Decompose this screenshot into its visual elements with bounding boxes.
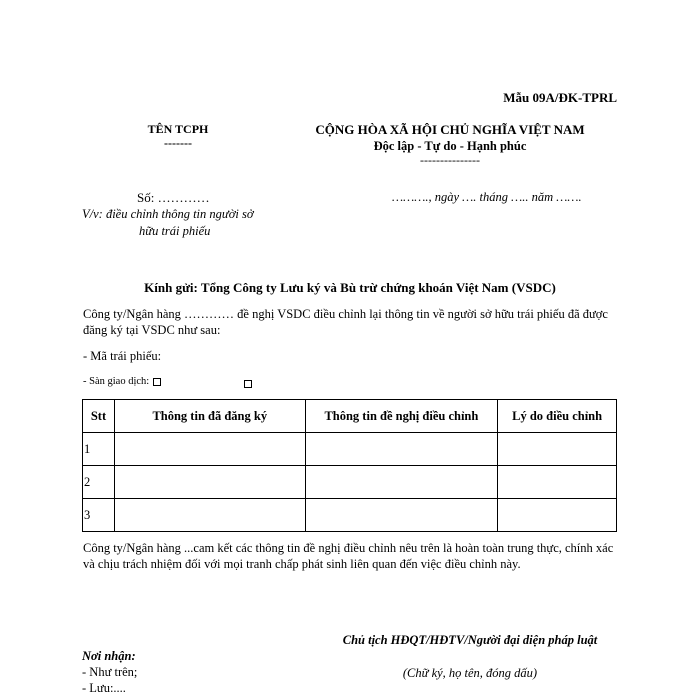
header-stt: Stt — [83, 400, 115, 433]
row-reason-cell[interactable] — [498, 466, 617, 499]
header-registered-info: Thông tin đã đăng ký — [114, 400, 305, 433]
row-stt: 1 — [83, 433, 115, 466]
subject-line-2: hữu trái phiếu — [139, 224, 211, 238]
bond-code-label: - Mã trái phiếu: — [83, 349, 162, 363]
org-block — [118, 122, 238, 150]
recipient-line: Kính gửi: Tổng Công ty Lưu ký và Bù trừ chứng khoán Việt Nam (VSDC) — [144, 280, 556, 295]
row-stt: 2 — [83, 466, 115, 499]
header-reason: Lý do điều chỉnh — [498, 400, 617, 433]
adjustment-table — [82, 399, 617, 532]
subject-block — [82, 206, 282, 240]
exchange-row — [83, 376, 161, 387]
recipients-item: - Lưu:.... — [82, 681, 126, 695]
row-proposed-cell[interactable] — [305, 433, 498, 466]
signature-note: (Chữ ký, họ tên, đóng dấu) — [402, 666, 538, 680]
row-reason-cell[interactable] — [498, 433, 617, 466]
exchange-checkbox-2[interactable] — [244, 380, 252, 388]
table-row — [83, 499, 617, 532]
table-header-row — [83, 400, 617, 433]
subject-line-1: V/v: điều chỉnh thông tin người sở — [82, 207, 254, 221]
recipients-item: - Như trên; — [82, 665, 138, 679]
recipients-block — [82, 648, 137, 696]
org-name: TÊN TCPH — [147, 122, 209, 136]
row-stt: 3 — [83, 499, 115, 532]
intro-paragraph: Công ty/Ngân hàng ………… đề nghị VSDC điều chỉnh lại thông tin về người sở hữu trái phiếu đã được đăng ký tại VSDC như sau: — [83, 307, 608, 337]
form-code: Mẫu 09A/ĐK-TPRL — [503, 90, 617, 105]
exchange-checkbox-1[interactable] — [153, 378, 161, 386]
commitment-paragraph: Công ty/Ngân hàng ...cam kết các thông tin đề nghị điều chỉnh nêu trên là hoàn toàn trung thực, chính xác và chịu trách nhiệm đối với mọi tranh chấp phát sinh liên quan đến việc điều chỉnh này. — [83, 541, 614, 571]
row-proposed-cell[interactable] — [305, 499, 498, 532]
document-number: Số: ………… — [137, 190, 210, 205]
header-proposed-info: Thông tin đề nghị điều chỉnh — [305, 400, 498, 433]
nation-title: CỘNG HÒA XÃ HỘI CHỦ NGHĨA VIỆT NAM — [315, 122, 585, 137]
org-underline: ------- — [164, 136, 192, 150]
date-line: ………., ngày …. tháng ….. năm ……. — [392, 190, 582, 204]
exchange-label: - Sàn giao dịch: — [83, 376, 150, 387]
table-row — [83, 433, 617, 466]
nation-underline: --------------- — [420, 153, 480, 167]
row-proposed-cell[interactable] — [305, 466, 498, 499]
row-registered-cell[interactable] — [114, 499, 305, 532]
row-reason-cell[interactable] — [498, 499, 617, 532]
row-registered-cell[interactable] — [114, 433, 305, 466]
nation-header — [280, 122, 620, 166]
nation-motto: Độc lập - Tự do - Hạnh phúc — [373, 139, 527, 153]
signature-title: Chủ tịch HĐQT/HĐTV/Người đại diện pháp luật — [342, 633, 598, 647]
table-row — [83, 466, 617, 499]
recipients-heading: Nơi nhận: — [82, 649, 136, 663]
row-registered-cell[interactable] — [114, 466, 305, 499]
